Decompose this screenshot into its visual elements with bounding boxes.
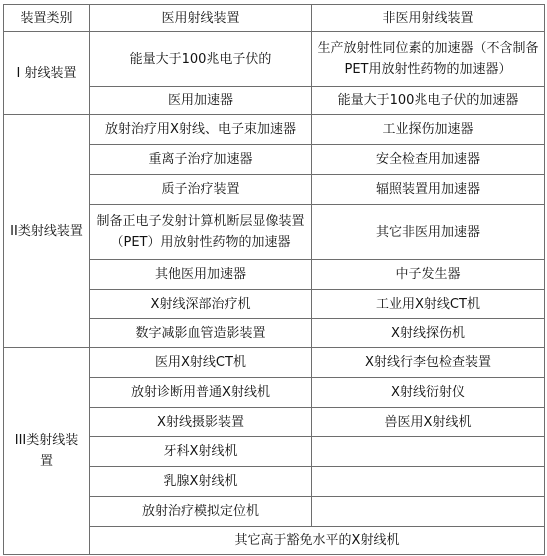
table-row [4, 32, 545, 87]
medical-device-cell: 质子治疗装置 [90, 175, 312, 205]
nonmedical-device-cell [312, 467, 545, 497]
nonmedical-device-cell: 安全检查用加速器 [312, 145, 545, 175]
nonmedical-device-cell: X射线衍射仪 [312, 378, 545, 408]
medical-device-cell: 制备正电子发射计算机断层显像装置（PET）用放射性药物的加速器 [90, 205, 312, 260]
medical-device-cell: 医用加速器 [90, 87, 312, 115]
table-row [4, 348, 545, 378]
medical-device-cell: 数字减影血管造影装置 [90, 319, 312, 348]
nonmedical-device-cell: X射线探伤机 [312, 319, 545, 348]
medical-device-cell: 放射诊断用普通X射线机 [90, 378, 312, 408]
medical-device-cell: 牙科X射线机 [90, 437, 312, 467]
header-nonmedical: 非医用射线装置 [312, 5, 545, 32]
nonmedical-device-cell: 能量大于100兆电子伏的加速器 [312, 87, 545, 115]
medical-device-cell: 医用X射线CT机 [90, 348, 312, 378]
medical-device-cell: 放射治疗用X射线、电子束加速器 [90, 115, 312, 145]
radiation-device-table [3, 4, 545, 555]
nonmedical-device-cell: 生产放射性同位素的加速器（不含制备PET用放射性药物的加速器） [312, 32, 545, 87]
category-cell: I 射线装置 [4, 32, 90, 115]
header-medical: 医用射线装置 [90, 5, 312, 32]
footer-device-cell: 其它高于豁免水平的X射线机 [90, 527, 545, 555]
nonmedical-device-cell: 工业探伤加速器 [312, 115, 545, 145]
nonmedical-device-cell [312, 437, 545, 467]
nonmedical-device-cell [312, 497, 545, 527]
medical-device-cell: 乳腺X射线机 [90, 467, 312, 497]
header-row [4, 5, 545, 32]
table-body [4, 32, 545, 555]
nonmedical-device-cell: 其它非医用加速器 [312, 205, 545, 260]
header-category: 装置类别 [4, 5, 90, 32]
nonmedical-device-cell: 兽医用X射线机 [312, 408, 545, 437]
category-cell: III类射线装置 [4, 348, 90, 555]
medical-device-cell: 其他医用加速器 [90, 260, 312, 290]
nonmedical-device-cell: 中子发生器 [312, 260, 545, 290]
medical-device-cell: X射线深部治疗机 [90, 290, 312, 319]
table-row [4, 115, 545, 145]
category-cell: II类射线装置 [4, 115, 90, 348]
nonmedical-device-cell: 辐照装置用加速器 [312, 175, 545, 205]
nonmedical-device-cell: 工业用X射线CT机 [312, 290, 545, 319]
medical-device-cell: 能量大于100兆电子伏的 [90, 32, 312, 87]
medical-device-cell: 放射治疗模拟定位机 [90, 497, 312, 527]
medical-device-cell: X射线摄影装置 [90, 408, 312, 437]
medical-device-cell: 重离子治疗加速器 [90, 145, 312, 175]
nonmedical-device-cell: X射线行李包检查装置 [312, 348, 545, 378]
